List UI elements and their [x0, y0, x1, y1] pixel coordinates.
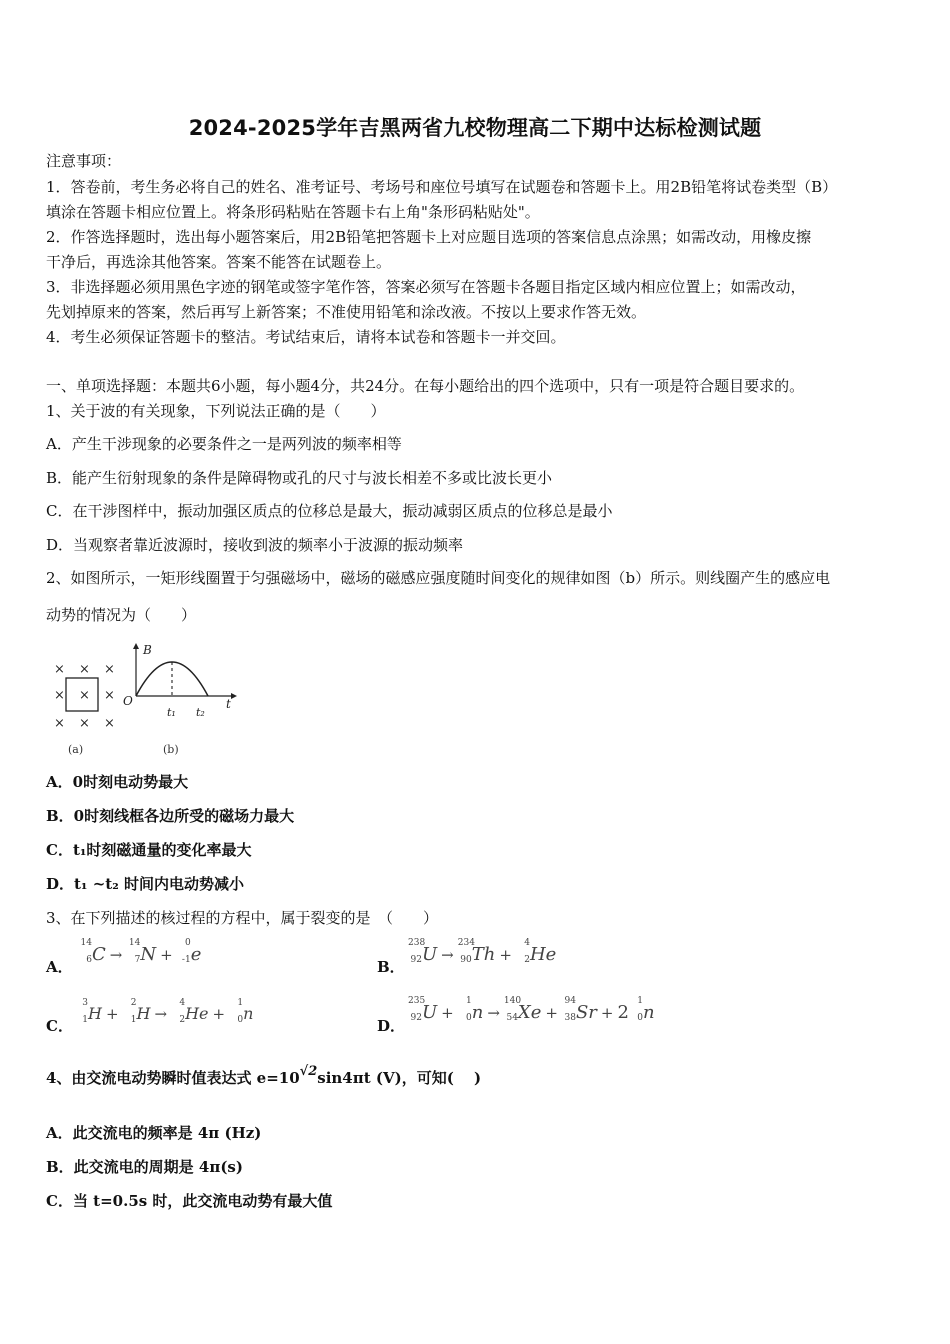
question-3-option-a-equation: 14 6 C → 14 7 N + 0 -1 e [80, 938, 202, 965]
question-2-figure [46, 638, 246, 760]
question-1-option-c: C．在干涉图样中，振动加强区质点的位移总是最大，振动减弱区质点的位移总是最小 [46, 502, 613, 520]
question-3-option-c-label: C． [46, 1017, 73, 1035]
question-1-option-b: B．能产生衍射现象的条件是障碍物或孔的尺寸与波长相差不多或比波长更小 [46, 469, 553, 487]
question-3-option-b-equation: 238 92 U → 234 90 Th + 4 2 He [408, 938, 557, 965]
question-4-option-b: B．此交流电的周期是 4π(s) [46, 1158, 243, 1176]
notice-item-3-line-1: 3．非选择题必须用黑色字迹的钢笔或签字笔作答，答案必须写在答题卡各题目指定区域内相应位置上；如需改动， [46, 278, 806, 296]
cross-mark: × [54, 688, 65, 703]
question-3-option-a-label: A． [46, 958, 73, 976]
question-4-stem: 4、由交流电动势瞬时值表达式 e=10√2sin4πt (V)，可知( ) [46, 1064, 482, 1087]
cross-mark: × [79, 716, 90, 731]
question-1-option-a: A．产生干涉现象的必要条件之一是两列波的频率相等 [46, 435, 402, 453]
question-1-stem: 1、关于波的有关现象，下列说法正确的是（ ） [46, 402, 386, 420]
cross-mark: × [79, 688, 90, 703]
question-2-option-a: A．0时刻电动势最大 [46, 773, 189, 791]
cross-mark: × [104, 688, 115, 703]
question-2-option-d: D．t₁ ~t₂ 时间内电动势减小 [46, 875, 245, 893]
question-3-option-d-equation: 235 92 U + 1 0 n → 140 54 Xe + 94 38 Sr + 2 1 0 n [408, 996, 655, 1023]
t-axis-label: t [226, 697, 231, 711]
cross-mark: × [104, 716, 115, 731]
cross-mark: × [54, 662, 65, 677]
t1-label: t₁ [167, 706, 176, 719]
t2-label: t₂ [196, 706, 205, 719]
figure-b-label: (b) [163, 743, 179, 756]
b-axis-label: B [143, 643, 152, 657]
question-4-option-c: C．当 t=0.5s 时，此交流电动势有最大值 [46, 1192, 333, 1210]
question-1-option-d: D．当观察者靠近波源时，接收到波的频率小于波源的振动频率 [46, 536, 464, 554]
question-2-stem-line-2: 动势的情况为（ ） [46, 606, 197, 624]
b-axis-arrow-icon [133, 643, 139, 649]
notice-item-4: 4．考生必须保证答题卡的整洁。考试结束后，请将本试卷和答题卡一并交回。 [46, 328, 566, 346]
question-3-option-d-label: D． [377, 1017, 406, 1035]
cross-mark: × [104, 662, 115, 677]
notice-item-2-line-2: 干净后，再选涂其他答案。答案不能答在试题卷上。 [46, 253, 392, 271]
question-3-stem: 3、在下列描述的核过程的方程中，属于裂变的是 （ ） [46, 909, 439, 927]
magnetic-field-crosses [54, 662, 115, 731]
t-axis-arrow-icon [231, 693, 237, 699]
cross-mark: × [54, 716, 65, 731]
section-heading: 一、单项选择题：本题共6小题，每小题4分，共24分。在每小题给出的四个选项中，只有一项是符合题目要求的。 [46, 377, 805, 395]
notice-item-2-line-1: 2．作答选择题时，选出每小题答案后，用2B铅笔把答题卡上对应题目选项的答案信息点涂黑；如需改动，用橡皮擦 [46, 228, 812, 246]
page-title: 2024-2025学年吉黑两省九校物理高二下期中达标检测试题 [188, 116, 762, 140]
question-3-option-b-label: B． [377, 958, 405, 976]
figure-a-label: (a) [68, 743, 84, 756]
notice-item-1-line-2: 填涂在答题卡相应位置上。将条形码粘贴在答题卡右上角"条形码粘贴处"。 [46, 203, 540, 221]
question-2-stem-line-1: 2、如图所示，一矩形线圈置于匀强磁场中，磁场的磁感应强度随时间变化的规律如图（b）所示。则线圈产生的感应电 [46, 569, 831, 587]
question-3-option-c-equation: 3 1 H + 2 1 H → 4 2 He + 1 0 n [82, 998, 254, 1025]
question-4-option-a: A．此交流电的频率是 4π (Hz) [46, 1124, 262, 1142]
notice-heading: 注意事项： [46, 152, 122, 170]
notice-item-1-line-1: 1．答卷前，考生务必将自己的姓名、准考证号、考场号和座位号填写在试题卷和答题卡上。用2B铅笔将试卷类型（B） [46, 178, 838, 196]
cross-mark: × [79, 662, 90, 677]
b-curve [136, 662, 208, 696]
notice-item-3-line-2: 先划掉原来的答案，然后再写上新答案；不准使用铅笔和涂改液。不按以上要求作答无效。 [46, 303, 647, 321]
origin-label: O [123, 694, 133, 708]
question-2-option-c: C．t₁时刻磁通量的变化率最大 [46, 841, 252, 859]
question-2-option-b: B．0时刻线框各边所受的磁场力最大 [46, 807, 295, 825]
